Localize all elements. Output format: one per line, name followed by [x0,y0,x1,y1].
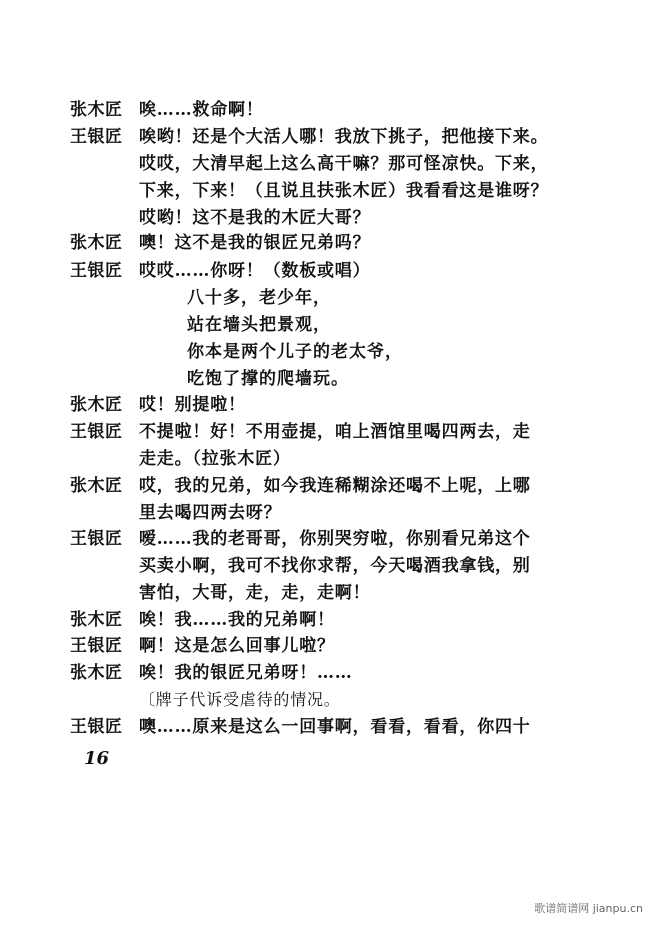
dialogue-text: 唉！我的银匠兄弟呀！…… [139,663,353,683]
page-number: 16 [84,748,110,769]
speaker-name: 王银匠 [70,636,123,656]
verse-line: 你本是两个儿子的老太爷， [187,342,403,362]
speaker-name: 张木匠 [70,233,123,253]
dialogue-continuation: 哎哎，大清早起上这么高干嘛？那可怪凉快。下来， [139,154,549,174]
dialogue-continuation: 下来，下来！（且说且扶张木匠）我看看这是谁呀？ [139,181,549,201]
speaker-name: 王银匠 [70,261,123,281]
verse-line: 八十多，老少年， [187,288,331,308]
speaker-name: 张木匠 [70,610,123,630]
watermark: 歌谱简谱网 jianpu.cn [534,902,643,915]
speaker-name: 张木匠 [70,395,123,415]
dialogue-text: 哎哎……你呀！（数板或唱） [139,261,371,281]
dialogue-continuation: 买卖小啊，我可不找你求帮，今天喝酒我拿钱，别 [139,556,531,576]
dialogue-continuation: 害怕，大哥，走，走，走啊！ [139,583,371,603]
dialogue-text: 哎，我的兄弟，如今我连稀糊涂还喝不上呢，上哪 [139,476,531,496]
speaker-name: 张木匠 [70,663,123,683]
dialogue-text: 不提啦！好！不用壶提，咱上酒馆里喝四两去，走 [139,422,531,442]
speaker-name: 王银匠 [70,127,123,147]
dialogue-text: 噢！这不是我的银匠兄弟吗？ [139,233,371,253]
speaker-name: 王银匠 [70,422,123,442]
speaker-name: 张木匠 [70,100,123,120]
dialogue-text: 嗳……我的老哥哥，你别哭穷啦，你别看兄弟这个 [139,529,531,549]
verse-line: 站在墙头把景观， [187,315,331,335]
dialogue-text: 噢……原来是这么一回事啊，看看，看看，你四十 [139,717,531,737]
speaker-name: 张木匠 [70,476,123,496]
verse-line: 吃饱了撑的爬墙玩。 [187,369,349,389]
dialogue-text: 唉！我……我的兄弟啊！ [139,610,335,630]
dialogue-text: 哎！别提啦！ [139,395,246,415]
dialogue-text: 唉……救命啊！ [139,100,264,120]
dialogue-text: 啊！这是怎么回事儿啦？ [139,636,335,656]
speaker-name: 王银匠 [70,529,123,549]
dialogue-continuation: 哎哟！这不是我的木匠大哥？ [139,208,371,228]
dialogue-text: 唉哟！还是个大活人哪！我放下挑子，把他接下来。 [139,127,549,147]
dialogue-continuation: 走走。（拉张木匠） [139,449,291,469]
dialogue-continuation: 里去喝四两去呀？ [139,503,282,523]
speaker-name: 王银匠 [70,717,123,737]
stage-direction: 〔牌子代诉受虐待的情况。 [139,690,341,709]
